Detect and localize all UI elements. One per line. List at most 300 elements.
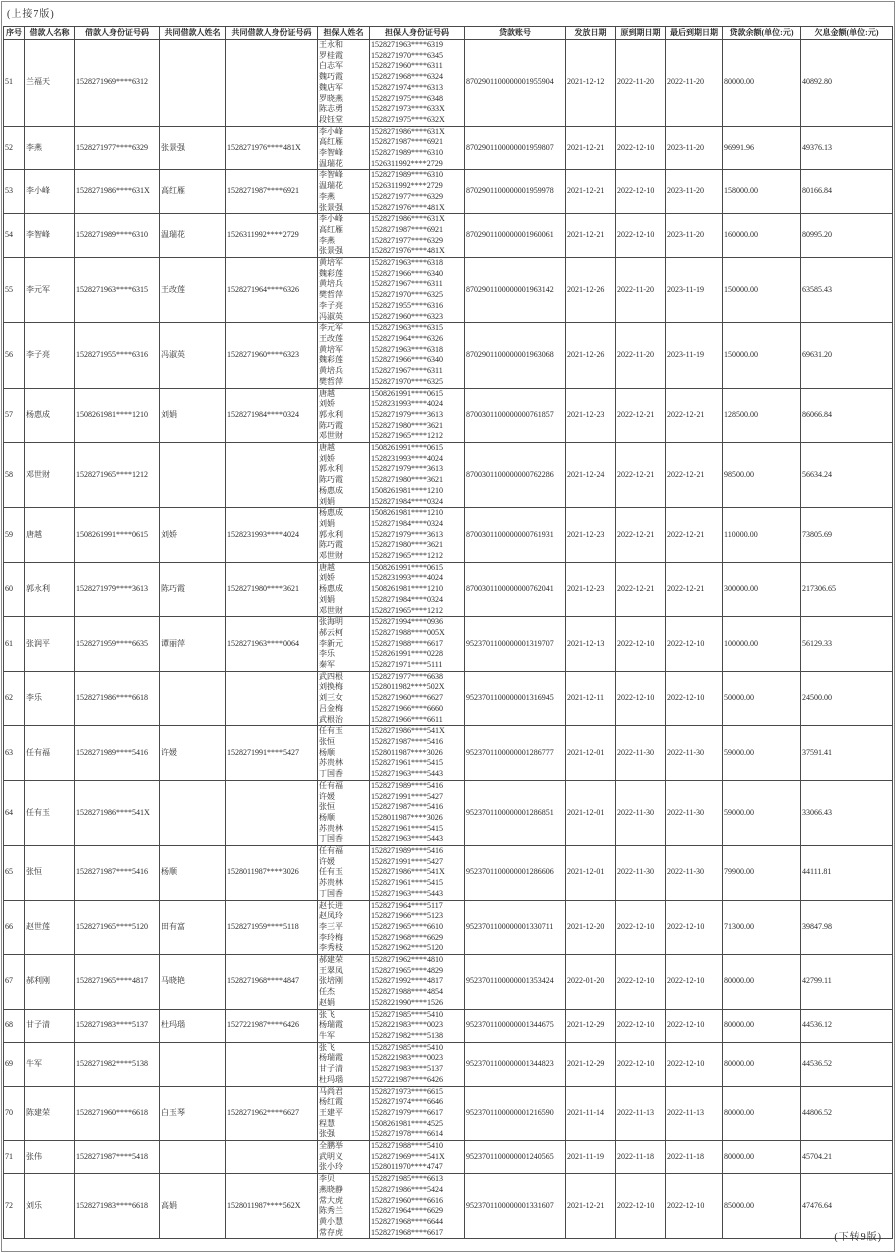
cell-seq: 70	[4, 1086, 25, 1141]
cell-guarantor-names	[318, 955, 370, 1010]
cell-issue-date: 2021-12-21	[566, 1174, 616, 1239]
cell-issue-date: 2021-12-01	[566, 780, 616, 845]
cell-final-due-date: 2022-11-30	[666, 846, 723, 901]
cell-borrower-name: 李子亮	[25, 323, 75, 388]
cell-guarantor-names	[318, 1042, 370, 1086]
continued-from-note: (上接7版)	[7, 9, 55, 20]
guarantor-id: 1528271984****0324	[371, 496, 443, 506]
guarantor-id: 1528271961****5415	[371, 878, 443, 888]
guarantor-name: 刘娇	[319, 573, 335, 583]
guarantor-id: 1528271979****3613	[371, 464, 443, 474]
guarantor-id: 1528271988****5410	[371, 1141, 443, 1151]
guarantor-id: 1528271966****6340	[371, 355, 443, 365]
cell-balance: 59000.00	[723, 780, 801, 845]
cell-original-due-date: 2022-11-30	[616, 780, 666, 845]
guarantor-name: 李贝	[319, 1174, 335, 1184]
guarantor-name: 罗桂霞	[319, 50, 343, 60]
cell-issue-date: 2021-12-21	[566, 170, 616, 214]
guarantor-name: 张飞	[319, 1009, 335, 1019]
cell-borrower-id: 1528271960****6618	[75, 1086, 160, 1141]
cell-co-borrower-name: 刘娇	[160, 508, 226, 563]
cell-balance: 150000.00	[723, 323, 801, 388]
guarantor-name: 魏巧霞	[319, 72, 343, 82]
guarantor-name: 杨顺	[319, 812, 335, 822]
cell-issue-date: 2021-12-26	[566, 258, 616, 323]
cell-guarantor-names	[318, 258, 370, 323]
cell-guarantor-names	[318, 846, 370, 901]
cell-borrower-id: 1528271986****6618	[75, 671, 160, 726]
guarantor-name: 白志军	[319, 61, 343, 71]
guarantor-id: 1528271968****6324	[371, 72, 443, 82]
cell-loan-account: 9523701100000001344675	[465, 1009, 566, 1042]
cell-original-due-date: 2022-12-10	[616, 955, 666, 1010]
cell-borrower-id: 1528271955****6316	[75, 323, 160, 388]
cell-co-borrower-id	[226, 1042, 318, 1086]
cell-borrower-id: 1528271987****5418	[75, 1141, 160, 1174]
guarantor-name: 温瑞花	[319, 181, 343, 191]
guarantor-id: 1528271985****5410	[371, 1009, 443, 1019]
guarantor-name: 丁国香	[319, 888, 343, 898]
guarantor-id: 1528271971****5111	[371, 660, 443, 670]
cell-original-due-date: 2022-11-13	[616, 1086, 666, 1141]
guarantor-id: 1528271980****3621	[371, 420, 443, 430]
cell-interest-owed: 63585.43	[801, 258, 893, 323]
guarantor-id: 1528271987****5416	[371, 802, 443, 812]
cell-borrower-id: 1528271959****6635	[75, 617, 160, 672]
guarantor-name: 陈巧霞	[319, 475, 343, 485]
cell-original-due-date: 2022-12-21	[616, 562, 666, 617]
guarantor-id: 1508261981****1210	[371, 508, 443, 518]
cell-guarantor-names	[318, 671, 370, 726]
guarantor-id: 1528271986****5424	[371, 1184, 443, 1194]
table-row	[4, 443, 893, 508]
guarantor-id: 1528271955****6316	[371, 300, 443, 310]
cell-loan-account: 8702901100000001963142	[465, 258, 566, 323]
cell-borrower-id: 1528271965****5120	[75, 900, 160, 955]
guarantor-id: 1528271986****631X	[371, 126, 445, 136]
cell-seq: 63	[4, 726, 25, 781]
cell-seq: 59	[4, 508, 25, 563]
table-row	[4, 1141, 893, 1174]
cell-borrower-name: 甘子清	[25, 1009, 75, 1042]
guarantor-id: 1528271977****6638	[371, 671, 443, 681]
cell-issue-date: 2021-12-23	[566, 508, 616, 563]
guarantor-name: 魏彩莲	[319, 355, 343, 365]
guarantor-id: 1528271992****4817	[371, 976, 443, 986]
guarantor-name: 陈巧霞	[319, 540, 343, 550]
cell-issue-date: 2021-12-23	[566, 562, 616, 617]
guarantor-id: 1528271979****6617	[371, 1107, 443, 1117]
guarantor-id: 1528271963****6318	[371, 344, 443, 354]
cell-borrower-name: 任有福	[25, 726, 75, 781]
cell-guarantor-ids	[370, 323, 465, 388]
cell-co-borrower-id: 1528271968****4847	[226, 955, 318, 1010]
cell-balance: 80000.00	[723, 1086, 801, 1141]
cell-seq: 68	[4, 1009, 25, 1042]
cell-seq: 53	[4, 170, 25, 214]
cell-balance: 80000.00	[723, 1141, 801, 1174]
cell-guarantor-names	[318, 508, 370, 563]
guarantor-id: 1528271980****3621	[371, 540, 443, 550]
guarantor-id: 1528271963****6318	[371, 258, 443, 268]
cell-balance: 100000.00	[723, 617, 801, 672]
cell-co-borrower-id: 1527221987****6426	[226, 1009, 318, 1042]
cell-co-borrower-name: 田有富	[160, 900, 226, 955]
cell-co-borrower-name: 高红雁	[160, 170, 226, 214]
guarantor-name: 段钰堂	[319, 114, 343, 124]
guarantor-id: 1528271975****632X	[371, 114, 445, 124]
loan-table	[3, 26, 893, 1239]
table-row	[4, 258, 893, 323]
cell-original-due-date: 2022-11-30	[616, 846, 666, 901]
guarantor-id: 1528221983****0023	[371, 1053, 443, 1063]
cell-issue-date: 2021-12-21	[566, 214, 616, 258]
guarantor-id: 1528271989****6310	[371, 148, 443, 158]
cell-co-borrower-id	[226, 780, 318, 845]
cell-co-borrower-name: 白玉琴	[160, 1086, 226, 1141]
cell-original-due-date: 2022-12-10	[616, 126, 666, 170]
cell-loan-account: 9523701100000001331607	[465, 1174, 566, 1239]
cell-co-borrower-name	[160, 1141, 226, 1174]
cell-guarantor-ids	[370, 1086, 465, 1141]
cell-borrower-name: 李乐	[25, 671, 75, 726]
cell-borrower-name: 郝利刚	[25, 955, 75, 1010]
cell-interest-owed: 73805.69	[801, 508, 893, 563]
cell-final-due-date: 2022-12-10	[666, 955, 723, 1010]
cell-borrower-id: 1528271989****5416	[75, 726, 160, 781]
cell-final-due-date: 2023-11-20	[666, 126, 723, 170]
guarantor-name: 张飞	[319, 1042, 335, 1052]
guarantor-name: 任杰	[319, 987, 335, 997]
guarantor-name: 全鹏举	[319, 1141, 343, 1151]
cell-loan-account: 8700301100000000762041	[465, 562, 566, 617]
guarantor-id: 1528271965****4829	[371, 965, 443, 975]
cell-borrower-id: 1528271986****631X	[75, 170, 160, 214]
guarantor-id: 1528271986****631X	[371, 214, 445, 224]
guarantor-id: 1508261981****4525	[371, 1118, 443, 1128]
guarantor-id: 1528271984****0324	[371, 594, 443, 604]
guarantor-name: 李玲梅	[319, 932, 343, 942]
guarantor-name: 邓世财	[319, 431, 343, 441]
cell-balance: 80000.00	[723, 955, 801, 1010]
cell-co-borrower-name	[160, 40, 226, 127]
guarantor-name: 李小峰	[319, 126, 343, 136]
cell-borrower-id: 1528271983****6618	[75, 1174, 160, 1239]
cell-final-due-date: 2023-11-19	[666, 323, 723, 388]
guarantor-name: 牛军	[319, 1030, 335, 1040]
table-row	[4, 170, 893, 214]
table-row	[4, 1174, 893, 1239]
guarantor-id: 1528271964****6326	[371, 333, 443, 343]
cell-loan-account: 9523701100000001240565	[465, 1141, 566, 1174]
cell-balance: 98500.00	[723, 443, 801, 508]
guarantor-name: 武四根	[319, 671, 343, 681]
guarantor-id: 1528271966****6611	[371, 714, 443, 724]
guarantor-name: 刘娇	[319, 399, 335, 409]
cell-issue-date: 2021-12-26	[566, 323, 616, 388]
cell-guarantor-ids	[370, 1009, 465, 1042]
cell-guarantor-names	[318, 323, 370, 388]
table-row	[4, 562, 893, 617]
guarantor-id: 1528271988****4854	[371, 987, 443, 997]
guarantor-id: 1528231993****4024	[371, 399, 443, 409]
cell-interest-owed: 44806.52	[801, 1086, 893, 1141]
cell-final-due-date: 2022-11-18	[666, 1141, 723, 1174]
guarantor-name: 张海明	[319, 617, 343, 627]
guarantor-name: 赵长进	[319, 900, 343, 910]
guarantor-id: 1528271987****6921	[371, 224, 443, 234]
cell-co-borrower-id: 1528271991****5427	[226, 726, 318, 781]
cell-borrower-name: 李小峰	[25, 170, 75, 214]
guarantor-id: 1528271986****541X	[371, 726, 445, 736]
cell-guarantor-ids	[370, 443, 465, 508]
cell-borrower-name: 郭永利	[25, 562, 75, 617]
guarantor-id: 1528271964****6629	[371, 1206, 443, 1216]
column-header: 共同借款人身份证号码	[226, 27, 318, 40]
guarantor-name: 甘子清	[319, 1064, 343, 1074]
column-header: 原到期日期	[616, 27, 666, 40]
guarantor-name: 李燕	[319, 235, 335, 245]
guarantor-name: 马尚君	[319, 1086, 343, 1096]
cell-balance: 110000.00	[723, 508, 801, 563]
guarantor-name: 任有福	[319, 780, 343, 790]
cell-guarantor-ids	[370, 508, 465, 563]
guarantor-name: 魏彩莲	[319, 268, 343, 278]
table-row	[4, 726, 893, 781]
cell-issue-date: 2021-12-23	[566, 388, 616, 443]
cell-borrower-id: 1508261981****1210	[75, 388, 160, 443]
guarantor-name: 李新元	[319, 638, 343, 648]
cell-guarantor-names	[318, 780, 370, 845]
guarantor-name: 陈巧霞	[319, 420, 343, 430]
guarantor-id: 1528271973****6615	[371, 1086, 443, 1096]
guarantor-name: 武明义	[319, 1151, 343, 1161]
cell-co-borrower-name: 马晓艳	[160, 955, 226, 1010]
cell-final-due-date: 2022-12-10	[666, 1009, 723, 1042]
guarantor-name: 程慧	[319, 1118, 335, 1128]
guarantor-name: 李乐	[319, 649, 335, 659]
guarantor-name: 李燕	[319, 191, 335, 201]
cell-interest-owed: 45704.21	[801, 1141, 893, 1174]
cell-co-borrower-name	[160, 443, 226, 508]
guarantor-id: 1528221990****1526	[371, 997, 443, 1007]
cell-original-due-date: 2022-12-10	[616, 170, 666, 214]
cell-borrower-id: 1508261991****0615	[75, 508, 160, 563]
guarantor-id: 1528271974****6646	[371, 1097, 443, 1107]
cell-seq: 58	[4, 443, 25, 508]
cell-issue-date: 2021-11-14	[566, 1086, 616, 1141]
guarantor-id: 1528221983****0023	[371, 1020, 443, 1030]
cell-issue-date: 2021-12-20	[566, 900, 616, 955]
cell-co-borrower-name	[160, 1042, 226, 1086]
cell-guarantor-names	[318, 562, 370, 617]
cell-seq: 56	[4, 323, 25, 388]
guarantor-id: 1528271987****5416	[371, 737, 443, 746]
cell-co-borrower-name: 谭丽萍	[160, 617, 226, 672]
guarantor-id: 1528231993****4024	[371, 453, 443, 463]
cell-co-borrower-name: 冯淑英	[160, 323, 226, 388]
guarantor-id: 1528271991****5427	[371, 791, 443, 801]
cell-co-borrower-id	[226, 40, 318, 127]
cell-interest-owed: 56129.33	[801, 617, 893, 672]
guarantor-name: 唐越	[319, 443, 335, 453]
guarantor-id: 1528271988****6617	[371, 638, 443, 648]
cell-original-due-date: 2022-12-21	[616, 388, 666, 443]
guarantor-id: 1528271976****481X	[371, 202, 445, 212]
cell-issue-date: 2022-01-20	[566, 955, 616, 1010]
guarantor-name: 赵娟	[319, 997, 335, 1007]
guarantor-id: 1528271963****6319	[371, 40, 443, 49]
cell-loan-account: 9523701100000001286606	[465, 846, 566, 901]
table-row	[4, 780, 893, 845]
guarantor-id: 1528271970****6325	[371, 290, 443, 300]
guarantor-name: 张小玲	[319, 1162, 343, 1172]
cell-interest-owed: 33066.43	[801, 780, 893, 845]
guarantor-id: 1528271960****6323	[371, 311, 443, 321]
cell-guarantor-names	[318, 617, 370, 672]
cell-interest-owed: 56634.24	[801, 443, 893, 508]
cell-guarantor-names	[318, 214, 370, 258]
guarantor-name: 秦军	[319, 660, 335, 670]
cell-issue-date: 2021-11-19	[566, 1141, 616, 1174]
guarantor-id: 1528271988****005X	[371, 627, 445, 637]
cell-guarantor-ids	[370, 170, 465, 214]
cell-issue-date: 2021-12-01	[566, 726, 616, 781]
guarantor-name: 武根治	[319, 714, 343, 724]
cell-seq: 60	[4, 562, 25, 617]
cell-borrower-id: 1528271965****4817	[75, 955, 160, 1010]
cell-loan-account: 8702901100000001963068	[465, 323, 566, 388]
guarantor-id: 1528271977****6329	[371, 191, 443, 201]
guarantor-name: 刘娟	[319, 496, 335, 506]
cell-interest-owed: 47476.64	[801, 1174, 893, 1239]
guarantor-name: 李秀枝	[319, 943, 343, 953]
cell-co-borrower-name: 高娟	[160, 1174, 226, 1239]
cell-co-borrower-id: 1528271960****6323	[226, 323, 318, 388]
guarantor-id: 1528271964****5117	[371, 900, 443, 910]
table-row	[4, 388, 893, 443]
cell-original-due-date: 2022-12-10	[616, 900, 666, 955]
cell-loan-account: 9523701100000001316945	[465, 671, 566, 726]
cell-balance: 300000.00	[723, 562, 801, 617]
guarantor-id: 1528271989****5416	[371, 846, 443, 856]
guarantor-name: 杨惠成	[319, 485, 343, 495]
guarantor-id: 1528271966****6340	[371, 268, 443, 278]
cell-guarantor-ids	[370, 1042, 465, 1086]
guarantor-id: 1528271982****5138	[371, 1030, 443, 1040]
cell-seq: 67	[4, 955, 25, 1010]
cell-seq: 57	[4, 388, 25, 443]
cell-balance: 160000.00	[723, 214, 801, 258]
cell-guarantor-ids	[370, 258, 465, 323]
cell-original-due-date: 2022-12-21	[616, 443, 666, 508]
guarantor-name: 李小峰	[319, 214, 343, 224]
cell-guarantor-ids	[370, 1174, 465, 1239]
cell-original-due-date: 2022-12-10	[616, 1174, 666, 1239]
cell-final-due-date: 2022-12-21	[666, 562, 723, 617]
cell-interest-owed: 44111.81	[801, 846, 893, 901]
cell-co-borrower-id: 1528231993****4024	[226, 508, 318, 563]
cell-guarantor-names	[318, 443, 370, 508]
cell-balance: 80000.00	[723, 40, 801, 127]
continued-to-note: (下转9版)	[834, 1232, 882, 1243]
cell-seq: 51	[4, 40, 25, 127]
guarantor-name: 李智峰	[319, 148, 343, 158]
cell-balance: 71300.00	[723, 900, 801, 955]
column-header: 担保人身份证号码	[370, 27, 465, 40]
table-row	[4, 40, 893, 127]
guarantor-id: 1528271960****6627	[371, 693, 443, 703]
guarantor-id: 1528011987****3026	[371, 812, 443, 822]
cell-loan-account: 9523701100000001344823	[465, 1042, 566, 1086]
guarantor-name: 郝云柯	[319, 627, 343, 637]
guarantor-name: 刘娟	[319, 518, 335, 528]
cell-co-borrower-id: 1526311992****2729	[226, 214, 318, 258]
cell-co-borrower-id: 1528271976****481X	[226, 126, 318, 170]
cell-final-due-date: 2022-12-10	[666, 900, 723, 955]
cell-borrower-name: 张伟	[25, 1141, 75, 1174]
cell-co-borrower-name: 陈巧霞	[160, 562, 226, 617]
cell-original-due-date: 2022-12-10	[616, 671, 666, 726]
guarantor-id: 1528271965****1212	[371, 431, 443, 441]
cell-loan-account: 9523701100000001216590	[465, 1086, 566, 1141]
cell-borrower-name: 李燕	[25, 126, 75, 170]
cell-borrower-name: 张恒	[25, 846, 75, 901]
guarantor-name: 魏店军	[319, 82, 343, 92]
guarantor-name: 刘三女	[319, 693, 343, 703]
guarantor-name: 常存虎	[319, 1227, 343, 1237]
guarantor-name: 杨惠成	[319, 584, 343, 594]
cell-original-due-date: 2022-12-10	[616, 1009, 666, 1042]
cell-guarantor-names	[318, 1141, 370, 1174]
cell-borrower-id: 1528271965****1212	[75, 443, 160, 508]
cell-guarantor-names	[318, 900, 370, 955]
guarantor-name: 郭永利	[319, 464, 343, 474]
cell-co-borrower-name: 刘娟	[160, 388, 226, 443]
cell-original-due-date: 2022-11-30	[616, 726, 666, 781]
cell-original-due-date: 2022-11-20	[616, 258, 666, 323]
cell-balance: 80000.00	[723, 1042, 801, 1086]
guarantor-name: 苏贵林	[319, 878, 343, 888]
guarantor-name: 樊哲萍	[319, 290, 343, 300]
cell-seq: 64	[4, 780, 25, 845]
cell-final-due-date: 2022-12-21	[666, 443, 723, 508]
cell-final-due-date: 2022-11-20	[666, 40, 723, 127]
guarantor-id: 1528271968****6617	[371, 1227, 443, 1237]
guarantor-id: 1508261991****0615	[371, 443, 443, 453]
cell-original-due-date: 2022-11-18	[616, 1141, 666, 1174]
cell-interest-owed: 80995.20	[801, 214, 893, 258]
cell-seq: 72	[4, 1174, 25, 1239]
cell-original-due-date: 2022-12-10	[616, 1042, 666, 1086]
guarantor-id: 1526311992****2729	[371, 158, 443, 168]
guarantor-id: 1528271968****6644	[371, 1216, 443, 1226]
cell-final-due-date: 2022-11-30	[666, 726, 723, 781]
guarantor-name: 刘娟	[319, 594, 335, 604]
cell-seq: 52	[4, 126, 25, 170]
cell-final-due-date: 2022-12-21	[666, 508, 723, 563]
cell-balance: 158000.00	[723, 170, 801, 214]
guarantor-id: 1528271961****5415	[371, 758, 443, 768]
guarantor-name: 许媛	[319, 856, 335, 866]
guarantor-name: 吕金梅	[319, 703, 343, 713]
guarantor-name: 郭永利	[319, 529, 343, 539]
cell-loan-account: 9523701100000001319707	[465, 617, 566, 672]
cell-final-due-date: 2022-12-10	[666, 1042, 723, 1086]
cell-interest-owed: 44536.12	[801, 1009, 893, 1042]
guarantor-name: 王改莲	[319, 333, 343, 343]
cell-interest-owed: 49376.13	[801, 126, 893, 170]
